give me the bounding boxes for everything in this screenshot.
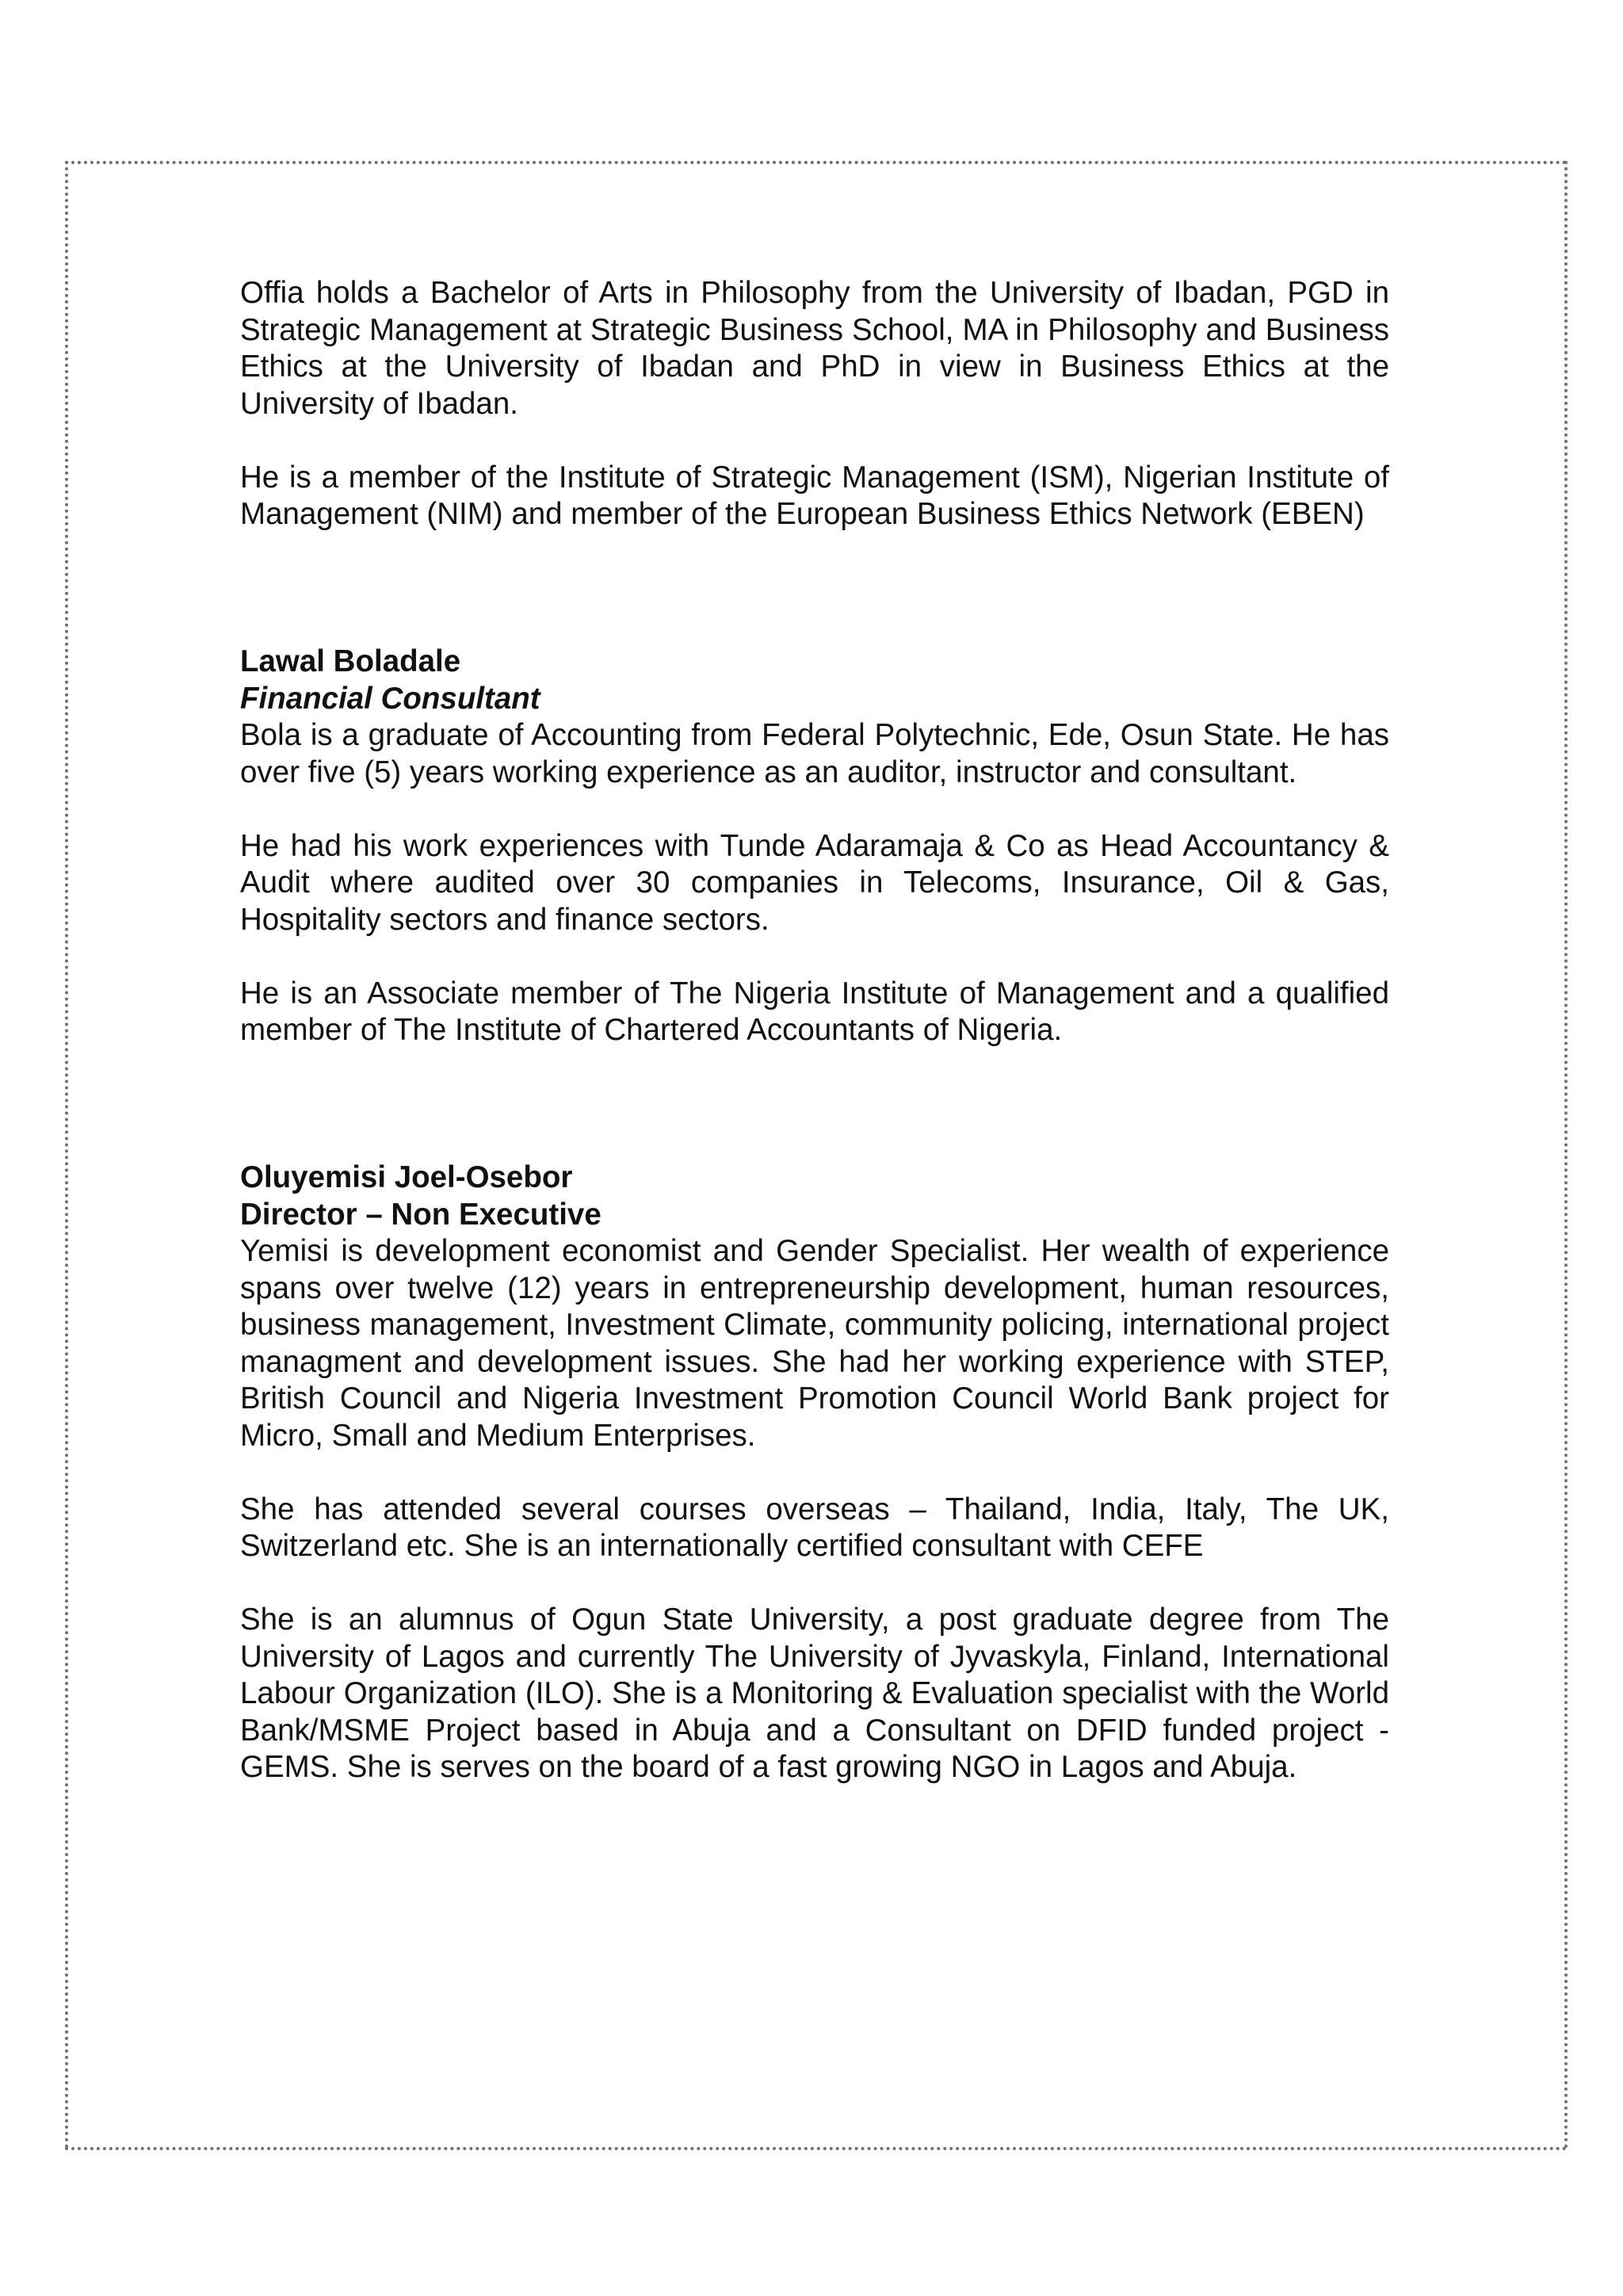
oluyemisi-education-paragraph: She is an alumnus of Ogun State University, a post graduate degree from The University of Lagos and currently The University of Jyvaskyla, Finland, International Labour Organization (ILO). She is a Monitoring & Evaluation specialist with the World Bank/MSME Project based in Abuja and a Consultant on DFID funded project - GEMS. She is serves on the board of a fast growing NGO in Lagos and Abuja.	[240, 1603, 1389, 1784]
oluyemisi-role-heading: Director – Non Executive	[240, 1197, 601, 1232]
lawal-membership-paragraph: He is an Associate member of The Nigeria Institute of Management and a qualified member of The Institute of Chartered Accountants of Nigeria.	[240, 976, 1389, 1047]
offia-bio-section	[240, 275, 1389, 533]
lawal-experience-paragraph: He had his work experiences with Tunde Adaramaja & Co as Head Accountancy & Audit where audited over 30 companies in Telecoms, Insurance, Oil & Gas, Hospitality sectors and finance sectors.	[240, 828, 1389, 937]
lawal-education-paragraph: Bola is a graduate of Accounting from Federal Polytechnic, Ede, Osun State. He has over five (5) years working experience as an auditor, instructor and consultant.	[240, 718, 1389, 789]
lawal-bio-section	[240, 644, 1389, 1049]
oluyemisi-bio-section	[240, 1159, 1389, 1786]
offia-membership-paragraph: He is a member of the Institute of Strategic Management (ISM), Nigerian Institute of Management (NIM) and member of the European Business Ethics Network (EBEN)	[240, 460, 1389, 531]
offia-education-paragraph: Offia holds a Bachelor of Arts in Philosophy from the University of Ibadan, PGD in Strategic Management at Strategic Business School, MA in Philosophy and Business Ethics at the University of Ibadan and PhD in view in Business Ethics at the University of Ibadan.	[240, 276, 1389, 421]
lawal-name-heading: Lawal Boladale	[240, 644, 461, 678]
oluyemisi-experience-paragraph: Yemisi is development economist and Gender Specialist. Her wealth of experience spans over twelve (12) years in entrepreneurship development, human resources, business management, Investment Climate, community policing, international project managment and development issues. She had her working experience with STEP, British Council and Nigeria Investment Promotion Council World Bank project for Micro, Small and Medium Enterprises.	[240, 1234, 1389, 1453]
oluyemisi-courses-paragraph: She has attended several courses overseas – Thailand, India, Italy, The UK, Switzerland etc. She is an internationally certified consultant with CEFE	[240, 1492, 1389, 1563]
document-content	[240, 275, 1389, 1786]
lawal-role-heading: Financial Consultant	[240, 681, 540, 716]
oluyemisi-name-heading: Oluyemisi Joel-Osebor	[240, 1160, 573, 1194]
